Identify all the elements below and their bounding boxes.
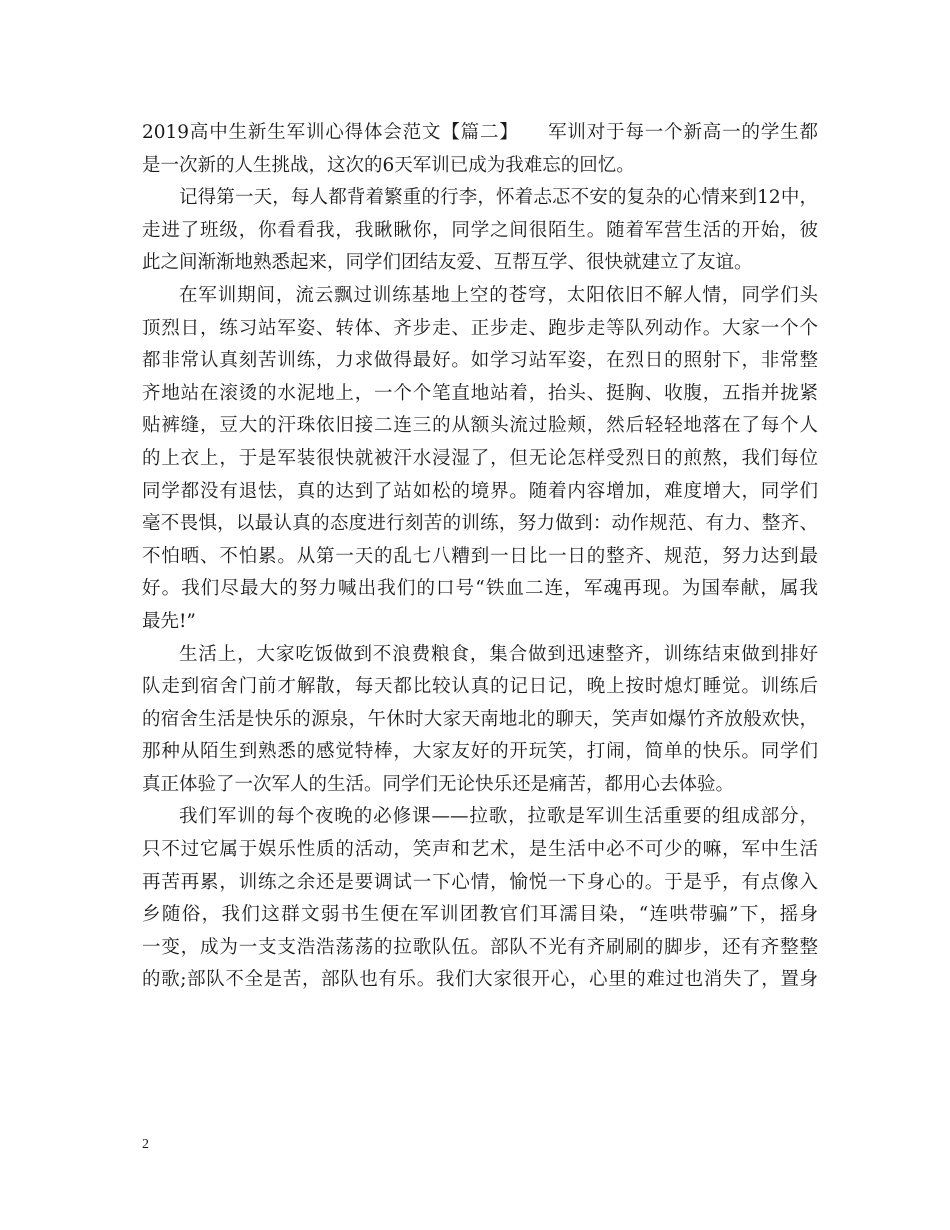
text-line-19: 的宿舍生活是快乐的源泉，午休时大家天南地北的聊天，笑声如爆竹齐放般欢快， xyxy=(142,708,818,730)
text-line-10: 贴裤缝，豆大的汗珠依旧接二连三的从额头流过脸颊，然后轻轻地落在了每个人 xyxy=(142,415,818,437)
text-line-22: 我们军训的每个夜晚的必修课——拉歌，拉歌是军训生活重要的组成部分， xyxy=(179,806,818,828)
text-line-4: 走进了班级，你看看我，我瞅瞅你，同学之间很陌生。随着军营生活的开始，彼 xyxy=(142,219,818,241)
text-line-27: 的歌;部队不全是苦，部队也有乐。我们大家很开心，心里的难过也消失了，置身 xyxy=(142,969,818,991)
text-line-24: 再苦再累，训练之余还是要调试一下心情，愉悦一下身心的。于是乎，有点像入 xyxy=(142,871,818,893)
text-line-21: 真正体验了一次军人的生活。同学们无论快乐还是痛苦，都用心去体验。 xyxy=(142,773,735,795)
text-line-11: 的上衣上，于是军装很快就被汗水浸湿了，但无论怎样受烈日的煎熬，我们每位 xyxy=(142,447,818,469)
document-body xyxy=(142,117,818,997)
text-line-1: 2019高中生新生军训心得体会范文【篇二】 军训对于每一个新高一的学生都 xyxy=(142,122,818,143)
text-line-25: 乡随俗，我们这群文弱书生便在军训团教官们耳濡目染，“连哄带骗”下，摇身 xyxy=(142,904,818,926)
text-line-7: 顶烈日，练习站军姿、转体、齐步走、正步走、跑步走等队列动作。大家一个个 xyxy=(142,317,818,339)
text-line-5: 此之间渐渐地熟悉起来，同学们团结友爱、互帮互学、很快就建立了友谊。 xyxy=(142,252,753,274)
text-line-18: 队走到宿舍门前才解散，每天都比较认真的记日记，晚上按时熄灯睡觉。训练后 xyxy=(142,676,818,698)
text-line-14: 不怕晒、不怕累。从第一天的乱七八糟到一日比一日的整齐、规范，努力达到最 xyxy=(142,545,818,567)
text-line-26: 一变，成为一支支浩浩荡荡的拉歌队伍。部队不光有齐刷刷的脚步，还有齐整整 xyxy=(142,936,818,958)
text-line-12: 同学都没有退怯，真的达到了站如松的境界。随着内容增加，难度增大，同学们 xyxy=(142,480,818,502)
page-number: 2 xyxy=(142,1137,149,1152)
text-line-17: 生活上，大家吃饭做到不浪费粮食，集合做到迅速整齐，训练结束做到排好 xyxy=(179,643,818,665)
text-line-8: 都非常认真刻苦训练，力求做得最好。如学习站军姿，在烈日的照射下，非常整 xyxy=(142,350,818,372)
text-line-15: 好。我们尽最大的努力喊出我们的口号“铁血二连，军魂再现。为国奉献，属我 xyxy=(142,578,818,600)
text-line-13: 毫不畏惧，以最认真的态度进行刻苦的训练，努力做到：动作规范、有力、整齐、 xyxy=(142,513,818,535)
text-line-2: 是一次新的人生挑战，这次的6天军训已成为我难忘的回忆。 xyxy=(142,154,635,176)
text-line-3: 记得第一天，每人都背着繁重的行李，怀着忐忑不安的复杂的心情来到12中， xyxy=(179,187,818,209)
text-line-9: 齐地站在滚烫的水泥地上，一个个笔直地站着，抬头、挺胸、收腹，五指并拢紧 xyxy=(142,382,818,404)
text-line-23: 只不过它属于娱乐性质的活动，笑声和艺术，是生活中必不可少的嘛，军中生活 xyxy=(142,839,818,861)
text-line-6: 在军训期间，流云飘过训练基地上空的苍穹，太阳依旧不解人情，同学们头 xyxy=(179,284,818,306)
text-line-16: 最先!” xyxy=(142,610,196,632)
text-line-20: 那种从陌生到熟悉的感觉特棒，大家友好的开玩笑，打闹，简单的快乐。同学们 xyxy=(142,741,818,763)
